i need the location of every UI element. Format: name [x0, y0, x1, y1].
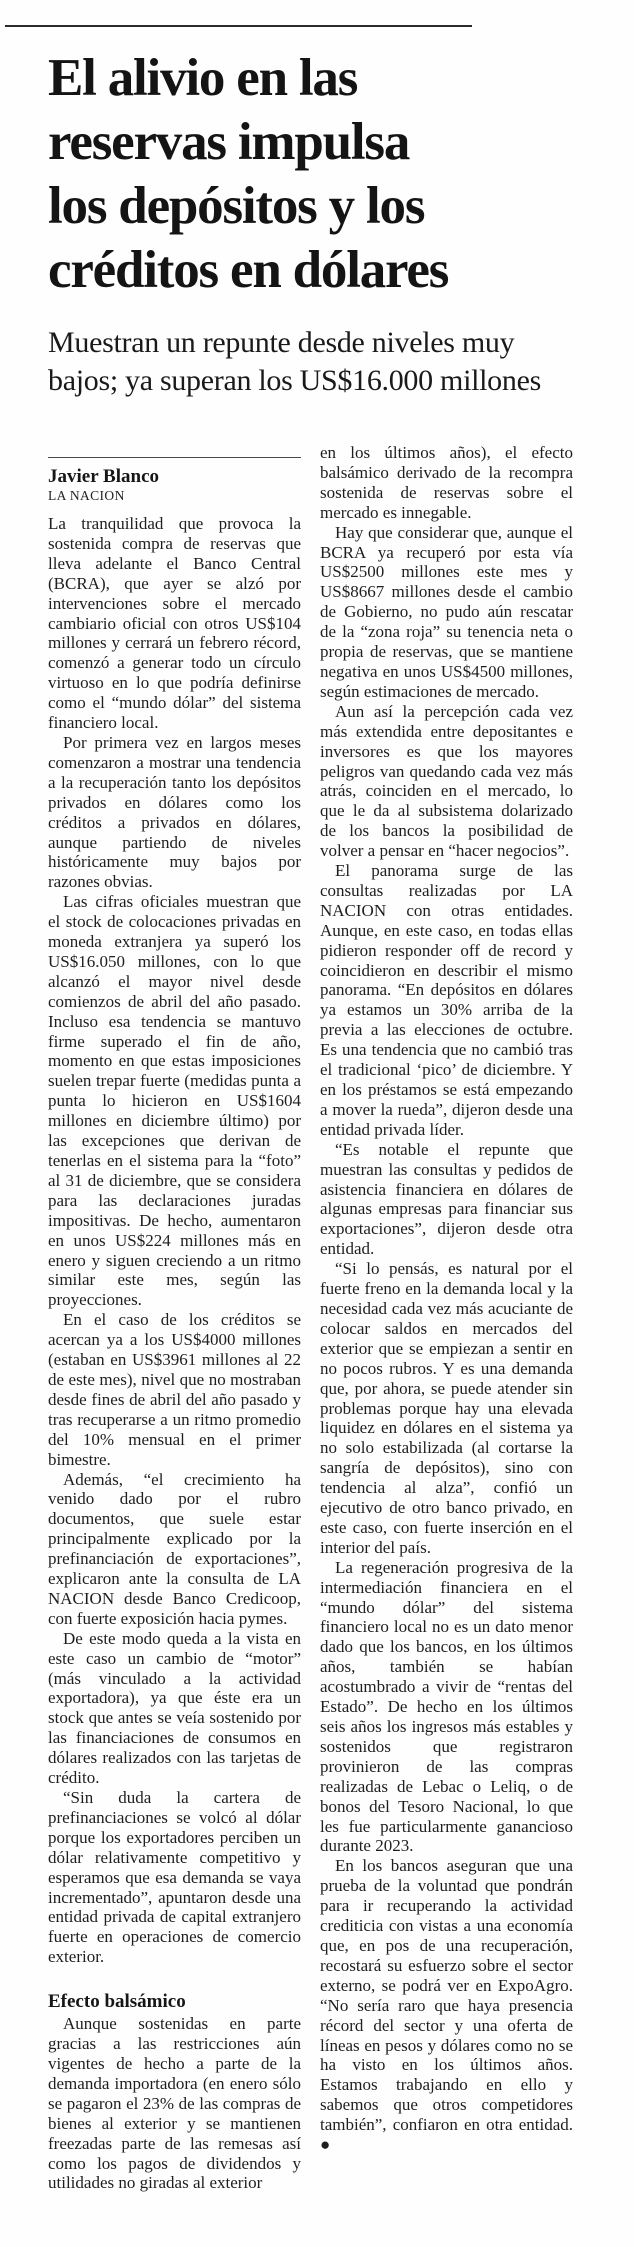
paragraph: Hay que considerar que, aunque el BCRA ya recuperó por esta vía US$2500 millones este mes y US$8667 millones desde el cambio de Gobierno, no pudo aún rescatar de la “zona roja” su tenencia neta o propia de reservas, que se mantiene negativa en unos US$4500 millones, según estimaciones de mercado.: [320, 522, 573, 701]
article-subtitle: [48, 324, 568, 400]
paragraph: En el caso de los créditos se acercan ya a los US$4000 millones (estaban en US$3961 millones al 22 de este mes), nivel que no mostraban desde fines de abril del año pasado y tras recuperarse a un ritmo promedio del 10% mensual en el primer bimestre.: [48, 1310, 301, 1469]
byline-rule: [48, 457, 301, 458]
author-name: Javier Blanco: [48, 466, 160, 487]
subtitle-line-2: bajos; ya superan los US$16.000 millones: [48, 364, 541, 397]
headline-line-2: reservas impulsa: [48, 113, 410, 171]
article-column-right: [320, 443, 573, 2193]
top-divider-rule: [5, 25, 472, 27]
paragraph: De este modo queda a la vista en este caso un cambio de “motor” (más vinculado a la actividad exportadora), ya que éste era un stock que antes se veía sostenido por las financiaciones de consumos en dólares realizados con las tarjetas de crédito.: [48, 1628, 301, 1788]
paragraph: en los últimos años), el efecto balsámico derivado de la recompra sostenida de reservas sobre el mercado es innegable.: [320, 443, 573, 522]
outlet-name: LA NACION: [48, 488, 125, 503]
paragraph: “Si lo pensás, es natural por el fuerte freno en la demanda local y la necesidad cada vez más acuciante de colocar saldos en mercados del exterior que se empiezan a sentir en no pocos rubros. Y es una demanda que, por ahora, se puede atender sin problemas porque hay una elevada liquidez en dólares en el sistema ya no solo estabilizada (al cortarse la sangría de depósitos), sino con tendencia al alza”, confió un ejecutivo de otro banco privado, en este caso, con fuerte inserción en el interior del país.: [320, 1259, 573, 1557]
article-column-left: [48, 443, 301, 2193]
paragraph: Aunque sostenidas en parte gracias a las restricciones aún vigentes de hecho a parte de la demanda importadora (en enero sólo se pagaron el 23% de las compras de bienes al exterior y se mantienen freezadas parte de las remesas así como los pagos de dividendos y utilidades no giradas al exterior: [48, 2014, 301, 2193]
headline-line-4: créditos en dólares: [48, 241, 449, 299]
paragraph: La regeneración progresiva de la intermediación financiera en el “mundo dólar” del sistema financiero local no es un dato menor dado que los bancos, en los últimos años, también se habían acostumbrado a vivir de “rentas del Estado”. De hecho en los últimos seis años los ingresos más estables y sostenidos que registraron provinieron de las compras realizadas de Lebac o Leliq, o de bonos del Tesoro Nacional, lo que les fue particularmente ganancioso durante 2023.: [320, 1557, 573, 1856]
paragraph: El panorama surge de las consultas realizadas por LA NACION con otras entidades. Aunque, en este caso, en todas ellas pidieron responder off de record y coincidieron en describir el mismo panorama. “En depósitos en dólares ya estamos un 30% arriba de la previa a las elecciones de octubre. Es una tendencia que no cambió tras el tradicional ‘pico’ de diciembre. Y en los préstamos se está empezando a mover la rueda”, dijeron desde una entidad privada líder.: [320, 861, 573, 1139]
paragraph: Por primera vez en largos meses comenzaron a mostrar una tendencia a la recuperación tanto los depósitos privados en dólares como los créditos a privados en dólares, aunque partiendo de niveles históricamente muy bajos por razones obvias.: [48, 732, 301, 892]
paragraph: La tranquilidad que provoca la sostenida compra de reservas que lleva adelante el Banco Central (BCRA), que ayer se alzó por intervenciones sobre el mercado cambiario oficial con otros US$104 millones y cerrará un febrero récord, comenzó a generar todo un círculo virtuoso en lo que podría definirse como el “mundo dólar” del sistema financiero local.: [48, 514, 301, 733]
paragraph: Aun así la percepción cada vez más extendida entre depositantes e inversores es que los mayores peligros van quedando cada vez más atrás, coinciden en el mercado, lo que le da al subsistema dolarizado de los bancos la posibilidad de volver a pensar en “hacer negocios”.: [320, 701, 573, 861]
article-body: [48, 443, 574, 2193]
paragraph: En los bancos aseguran que una prueba de la voluntad que pondrán para ir recuperando la actividad crediticia con vistas a una economía que, en pos de una recuperación, recostará su esfuerzo sobre el sector externo, se podrá ver en ExpoAgro. “No sería raro que haya presencia récord del sector y una oferta de líneas en pesos y dólares como no se ha visto en los últimos años. Estamos trabajando en ello y sabemos que otros competidores también”, confiaron en otra entidad. ●: [320, 1856, 573, 2155]
section-subhead: Efecto balsámico: [48, 1991, 186, 2013]
subtitle-line-1: Muestran un repunte desde niveles muy: [48, 326, 515, 359]
paragraph: “Sin duda la cartera de prefinanciaciones se volcó al dólar porque los exportadores perciben un dólar relativamente competitivo y esperamos que esa demanda se vaya incrementado”, apuntaron desde una entidad privada de capital extranjero fuerte en operaciones de comercio exterior.: [48, 1788, 301, 1967]
headline-line-3: los depósitos y los: [48, 177, 425, 235]
paragraph: Además, “el crecimiento ha venido dado por el rubro documentos, que suele estar principalmente explicado por la prefinanciación de exportaciones”, explicaron ante la consulta de LA NACION desde Banco Credicoop, con fuerte exposición hacia pymes.: [48, 1469, 301, 1628]
headline-line-1: El alivio en las: [48, 49, 358, 107]
paragraph: Las cifras oficiales muestran que el stock de colocaciones privadas en moneda extranjera ya superó los US$16.050 millones, con lo que alcanzó el mayor nivel desde comienzos de abril del año pasado. Incluso esa tendencia se mantuvo firme superado el fin de año, momento en que estas imposiciones suelen trepar fuerte (medidas punta a punta lo hicieron en US$1604 millones en diciembre último) por las excepciones que derivan de tenerlas en el sistema para la “foto” al 31 de diciembre, que se considera para las declaraciones juradas impositivas. De hecho, aumentaron en unos US$224 millones más en enero y siguen creciendo a un ritmo similar este mes, según las proyecciones.: [48, 892, 301, 1310]
page-title: [48, 46, 518, 302]
paragraph: “Es notable el repunte que muestran las consultas y pedidos de asistencia financiera en dólares de algunas empresas para financiar sus exportaciones”, dijeron desde otra entidad.: [320, 1139, 573, 1259]
